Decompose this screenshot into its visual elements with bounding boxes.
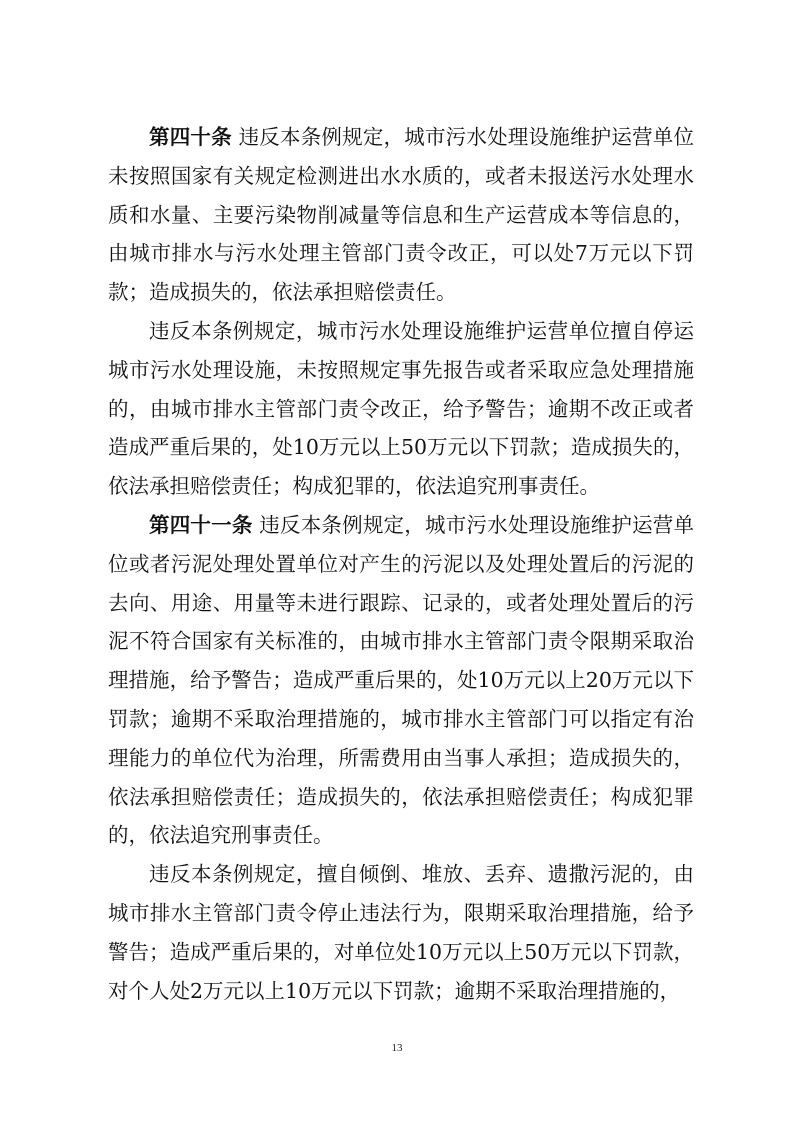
article-40-paragraph-2	[108, 312, 694, 506]
paragraph-text: 违反本条例规定，城市污水处理设施维护运营单位擅自停运城市污水处理设施，未按照规定事先报告或者采取应急处理措施的，由城市排水主管部门责令改正，给予警告；逾期不改正或者造成严重后果的，处10万元以上50万元以下罚款；造成损失的，依法承担赔偿责任；构成犯罪的，依法追究刑事责任。	[108, 318, 694, 499]
document-body	[108, 118, 694, 1010]
paragraph-text: 违反本条例规定，城市污水处理设施维护运营单位或者污泥处理处置单位对产生的污泥以及处理处置后的污泥的去向、用途、用量等未进行跟踪、记录的，或者处理处置后的污泥不符合国家有关标准的，由城市排水主管部门责令限期采取治理措施，给予警告；造成严重后果的，处10万元以上20万元以下罚款；逾期不采取治理措施的，城市排水主管部门可以指定有治理能力的单位代为治理，所需费用由当事人承担；造成损失的，依法承担赔偿责任；造成损失的，依法承担赔偿责任；构成犯罪的，依法追究刑事责任。	[108, 512, 695, 848]
article-40-paragraph	[108, 118, 694, 312]
paragraph-text: 违反本条例规定，城市污水处理设施维护运营单位未按照国家有关规定检测进出水水质的，或者未报送污水处理水质和水量、主要污染物削减量等信息和生产运营成本等信息的，由城市排水与污水处理主管部门责令改正，可以处7万元以下罚款；造成损失的，依法承担赔偿责任。	[108, 125, 694, 305]
article-heading: 第四十一条	[149, 512, 253, 537]
page-number: 13	[391, 1042, 403, 1054]
article-41-paragraph	[108, 506, 694, 855]
article-41-paragraph-2	[108, 855, 694, 1010]
article-heading: 第四十条	[149, 125, 232, 149]
paragraph-text: 违反本条例规定，擅自倾倒、堆放、丢弃、遗撒污泥的，由城市排水主管部门责令停止违法行为，限期采取治理措施，给予警告；造成严重后果的，对单位处10万元以上50万元以下罚款，对个人处2万元以上10万元以下罚款；逾期不采取治理措施的，	[108, 862, 694, 1003]
